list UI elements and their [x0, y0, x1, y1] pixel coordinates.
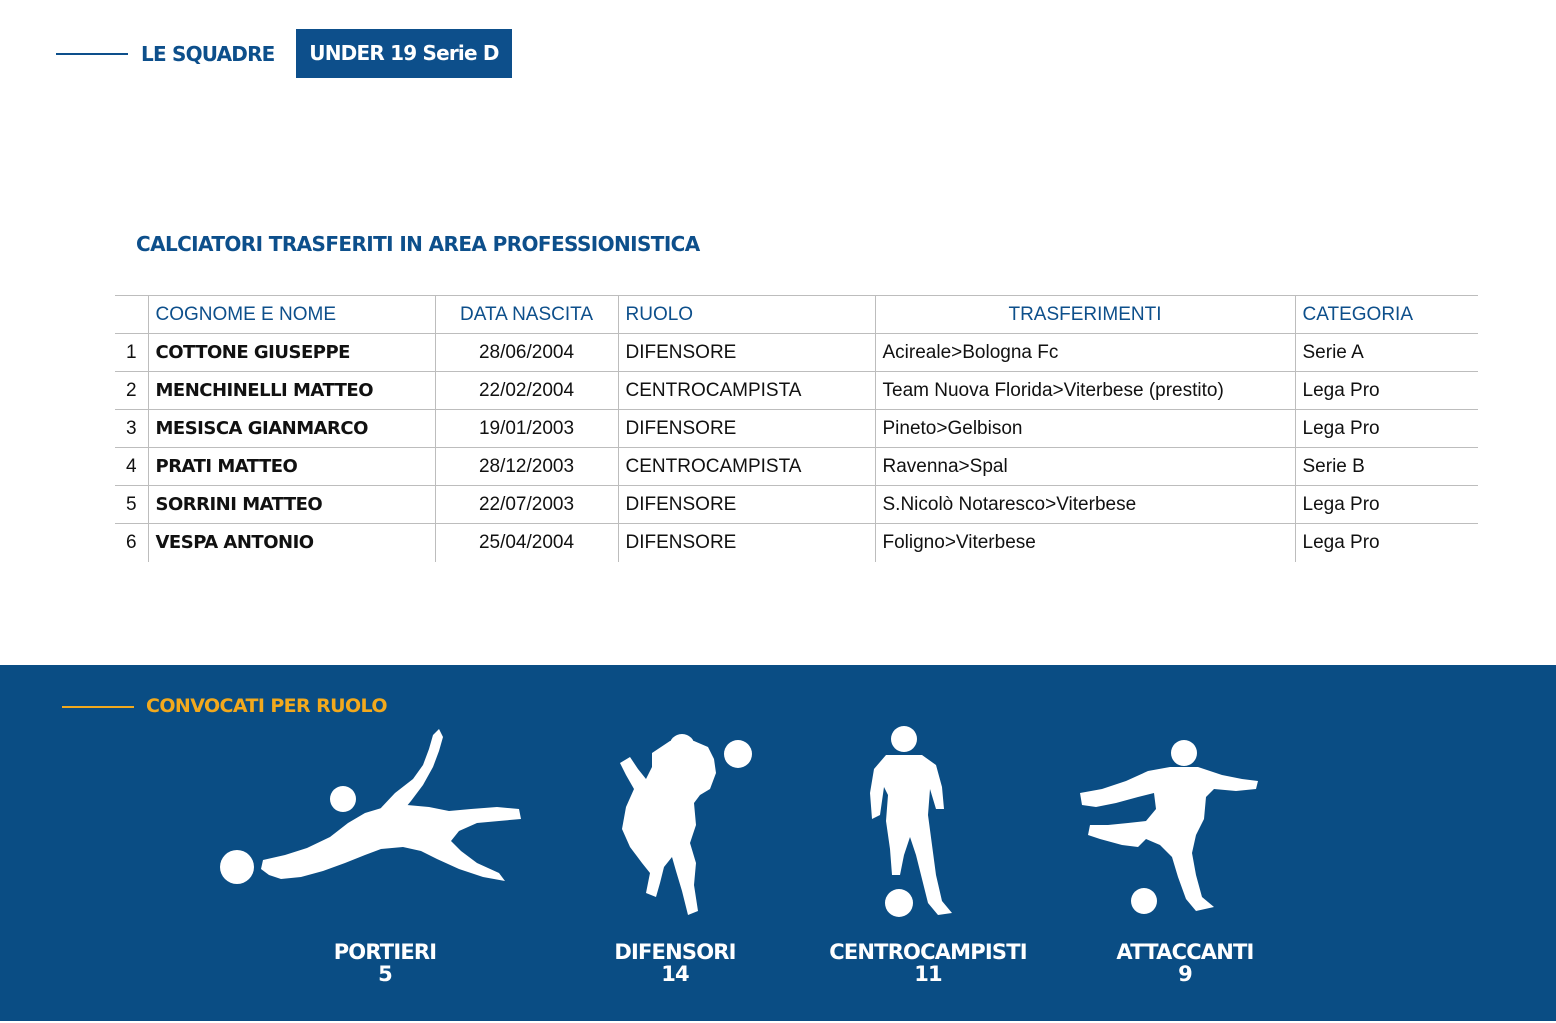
column-header-transfer: TRASFERIMENTI: [875, 296, 1295, 334]
birth-date: 19/01/2003: [435, 410, 618, 448]
transfer-route: Pineto>Gelbison: [875, 410, 1295, 448]
player-name: PRATI MATTEO: [148, 448, 435, 486]
transfer-route: Ravenna>Spal: [875, 448, 1295, 486]
league-category: Lega Pro: [1295, 486, 1478, 524]
midfielder-ball-icon: [866, 725, 961, 920]
player-role: CENTROCAMPISTA: [618, 448, 875, 486]
birth-date: 22/02/2004: [435, 372, 618, 410]
row-number: 4: [115, 448, 148, 486]
transfer-route: Acireale>Bologna Fc: [875, 334, 1295, 372]
row-number: 1: [115, 334, 148, 372]
row-number: 2: [115, 372, 148, 410]
header-divider-line: [56, 53, 128, 55]
table-row: [115, 486, 1478, 524]
player-role: DIFENSORE: [618, 486, 875, 524]
row-number: 5: [115, 486, 148, 524]
birth-date: 22/07/2003: [435, 486, 618, 524]
role-count: 11: [914, 962, 942, 986]
player-role: CENTROCAMPISTA: [618, 372, 875, 410]
band-divider-line: [62, 706, 134, 708]
player-name: COTTONE GIUSEPPE: [148, 334, 435, 372]
role-label: PORTIERI: [333, 940, 437, 964]
role-count: 9: [1178, 962, 1192, 986]
convocati-band: [0, 665, 1556, 1021]
column-header-role: RUOLO: [618, 296, 875, 334]
column-header-birth: DATA NASCITA: [435, 296, 618, 334]
table-row: [115, 448, 1478, 486]
role-count: 5: [378, 962, 392, 986]
role-label: ATTACCANTI: [1116, 940, 1254, 964]
player-name: SORRINI MATTEO: [148, 486, 435, 524]
role-label: CENTROCAMPISTI: [829, 940, 1027, 964]
table-row: [115, 334, 1478, 372]
player-role: DIFENSORE: [618, 334, 875, 372]
birth-date: 28/12/2003: [435, 448, 618, 486]
row-number: 6: [125, 531, 137, 553]
league-category: Lega Pro: [1295, 410, 1478, 448]
transfer-route: Foligno>Viterbese: [875, 524, 1295, 562]
striker-kick-icon: [1078, 739, 1263, 919]
convocati-title: CONVOCATI PER RUOLO: [146, 695, 387, 717]
birth-date: 25/04/2004: [435, 524, 618, 562]
player-name: MESISCA GIANMARCO: [148, 410, 435, 448]
row-number: 3: [115, 410, 148, 448]
transfer-route: S.Nicolò Notaresco>Viterbese: [875, 486, 1295, 524]
transfers-title: CALCIATORI TRASFERITI IN AREA PROFESSIONISTICA: [136, 232, 700, 256]
player-name: VESPA ANTONIO: [148, 524, 435, 562]
column-header-name: COGNOME E NOME: [148, 296, 435, 334]
column-header-number: [115, 296, 148, 334]
league-category: Lega Pro: [1295, 524, 1478, 562]
table-row: [115, 524, 1478, 562]
league-category: Lega Pro: [1295, 372, 1478, 410]
player-role: DIFENSORE: [618, 410, 875, 448]
role-count: 14: [661, 962, 689, 986]
table-row: [115, 410, 1478, 448]
goalkeeper-diving-icon: [215, 727, 525, 892]
section-label: LE SQUADRE: [141, 42, 275, 66]
table-row: [115, 372, 1478, 410]
column-header-category: CATEGORIA: [1295, 296, 1478, 334]
player-name: MENCHINELLI MATTEO: [148, 372, 435, 410]
transfer-route: Team Nuova Florida>Viterbese (prestito): [875, 372, 1295, 410]
league-category: Serie B: [1295, 448, 1478, 486]
birth-date: 28/06/2004: [435, 334, 618, 372]
table-header-row: [115, 296, 1478, 334]
role-label: DIFENSORI: [614, 940, 736, 964]
team-badge: UNDER 19 Serie D: [296, 29, 512, 78]
player-role: DIFENSORE: [618, 524, 875, 562]
league-category: Serie A: [1295, 334, 1478, 372]
defender-header-icon: [612, 733, 757, 918]
page-header: [0, 0, 1556, 100]
transfers-table: [115, 295, 1478, 562]
